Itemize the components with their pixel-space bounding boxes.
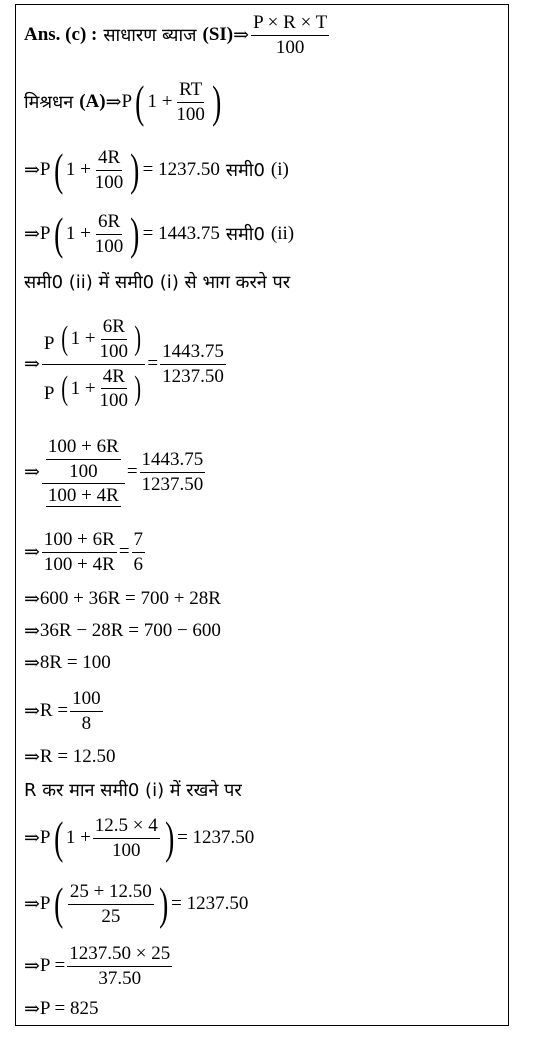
line-collect-terms bbox=[24, 617, 504, 645]
fraction-numerator: 4R bbox=[96, 148, 122, 171]
one-plus: 1 + bbox=[70, 328, 96, 350]
equation-text: 600 + 36R = 700 + 28R bbox=[39, 588, 221, 609]
fraction-denominator: 100 bbox=[176, 103, 205, 125]
final-answer: P = 825 bbox=[39, 998, 99, 1019]
answer-label: Ans. (c) : bbox=[24, 24, 98, 45]
equation-tag: (i) bbox=[270, 159, 289, 180]
instruction-text: समी0 (ii) में समी0 (i) से भाग करने पर bbox=[24, 272, 291, 293]
fraction bbox=[68, 882, 154, 927]
line-equation-i bbox=[24, 143, 504, 197]
implies-arrow: ⇒ bbox=[24, 159, 40, 181]
amount-abbr: (A) bbox=[79, 91, 106, 112]
equation-word: समी0 bbox=[225, 160, 265, 181]
fraction-numerator: 100 + 6R bbox=[42, 530, 117, 553]
fraction-numerator: RT bbox=[177, 80, 204, 103]
line-r-value bbox=[24, 743, 504, 771]
fraction-denominator: 6 bbox=[133, 553, 144, 575]
solution-box bbox=[15, 4, 509, 1026]
implies-arrow: ⇒ bbox=[24, 700, 40, 722]
implies-arrow: ⇒ bbox=[105, 91, 122, 113]
implies-arrow: ⇒ bbox=[24, 541, 40, 563]
principal-symbol: P bbox=[39, 893, 51, 914]
line-si-formula bbox=[24, 11, 504, 59]
line-equation-ii bbox=[24, 207, 504, 261]
instruction-text: R कर मान समी0 (i) में रखने पर bbox=[24, 780, 242, 801]
line-8r bbox=[24, 649, 504, 677]
paren-group: ( 1 + $\frac{4R}{100}$ ) bbox=[61, 365, 142, 412]
equation-rhs: = 1443.75 bbox=[142, 223, 220, 244]
fraction-denominator: 100 bbox=[94, 235, 124, 257]
amount-label: मिश्रधन bbox=[24, 92, 74, 113]
big-denominator bbox=[42, 365, 145, 412]
fraction bbox=[93, 212, 126, 257]
fraction-numerator: 7 bbox=[132, 530, 146, 553]
implies-arrow: ⇒ bbox=[24, 588, 40, 610]
principal-symbol: P bbox=[121, 91, 133, 112]
fraction-numerator: 6R bbox=[96, 212, 122, 235]
equation-text: 8R = 100 bbox=[39, 652, 111, 673]
equation-rhs: = 1237.50 bbox=[177, 827, 255, 848]
ratio-fraction bbox=[160, 342, 226, 387]
fraction-numerator: 6R bbox=[101, 317, 127, 340]
line-ratio-step bbox=[24, 305, 504, 423]
equation-lhs: P = bbox=[39, 955, 66, 976]
fraction-denominator: 100 bbox=[112, 839, 141, 861]
si-abbr: (SI) bbox=[202, 24, 234, 45]
si-numerator: P × R × T bbox=[251, 13, 329, 36]
principal-symbol: P bbox=[39, 223, 51, 244]
fraction-denominator: 100 bbox=[69, 460, 98, 482]
line-amount-formula bbox=[24, 75, 504, 129]
fraction-denominator: 100 bbox=[94, 171, 124, 193]
rt-fraction bbox=[174, 80, 207, 125]
fraction bbox=[70, 689, 103, 734]
implies-arrow: ⇒ bbox=[24, 353, 40, 375]
fraction-denominator: 100 bbox=[99, 390, 129, 412]
implies-arrow: ⇒ bbox=[24, 998, 40, 1020]
fraction-numerator: 1237.50 × 25 bbox=[67, 944, 172, 967]
paren-group: ( 1 + $\frac{6R}{100}$ ) bbox=[53, 208, 140, 259]
paren-group: ( 1 + $\frac{12.5 \times 4}{100}$ ) bbox=[53, 812, 175, 863]
principal-symbol: P bbox=[39, 827, 51, 848]
line-cross-multiply bbox=[24, 585, 504, 613]
one-plus: 1 + bbox=[147, 91, 173, 112]
line-combined bbox=[24, 875, 504, 933]
fraction bbox=[98, 367, 131, 412]
si-denominator: 100 bbox=[275, 36, 305, 58]
one-plus: 1 + bbox=[65, 223, 91, 244]
compound-numerator bbox=[42, 437, 125, 485]
fraction-numerator: 1443.75 bbox=[160, 342, 226, 365]
equals-sign: = bbox=[147, 353, 159, 374]
result-fraction bbox=[132, 530, 146, 575]
line-p-fraction bbox=[24, 939, 504, 993]
fraction-numerator: 4R bbox=[101, 367, 127, 390]
fraction-numerator: 1443.75 bbox=[140, 450, 206, 473]
fraction-numerator: 100 bbox=[70, 689, 103, 712]
paren-group: ( 1 + $\frac{4R}{100}$ ) bbox=[53, 144, 140, 195]
implies-arrow: ⇒ bbox=[24, 461, 40, 483]
line-divide-instruction bbox=[24, 267, 504, 297]
fraction-denominator: 1237.50 bbox=[162, 365, 224, 387]
equation-text: 36R − 28R = 700 − 600 bbox=[39, 620, 221, 641]
equation-text: R = 12.50 bbox=[39, 746, 116, 767]
fraction-numerator: 12.5 × 4 bbox=[93, 816, 160, 839]
big-fraction bbox=[42, 317, 145, 412]
principal-symbol: P bbox=[43, 382, 55, 404]
line-substitute-instruction bbox=[24, 775, 504, 805]
one-plus: 1 + bbox=[65, 159, 91, 180]
fraction-denominator: 8 bbox=[81, 712, 92, 734]
equation-word: समी0 bbox=[225, 224, 265, 245]
big-numerator bbox=[42, 317, 145, 365]
line-final-answer bbox=[24, 995, 504, 1023]
fraction bbox=[93, 816, 160, 861]
implies-arrow: ⇒ bbox=[24, 223, 40, 245]
fraction-numerator: 25 + 12.50 bbox=[68, 882, 154, 905]
paren-group: ( $\frac{25 + 12.50}{25}$ ) bbox=[53, 878, 169, 929]
implies-arrow: ⇒ bbox=[24, 620, 40, 642]
implies-arrow: ⇒ bbox=[233, 24, 250, 46]
paren-group: ( 1 + $\frac{6R}{100}$ ) bbox=[61, 315, 142, 362]
compound-fraction bbox=[42, 437, 125, 508]
ratio-fraction bbox=[140, 450, 206, 495]
equation-rhs: = 1237.50 bbox=[142, 159, 220, 180]
equals-sign: = bbox=[126, 461, 138, 482]
fraction bbox=[67, 944, 172, 989]
fraction-denominator: 25 bbox=[101, 905, 121, 927]
si-fraction bbox=[251, 13, 329, 58]
principal-symbol: P bbox=[39, 159, 51, 180]
compound-denominator: 100 + 4R bbox=[47, 485, 119, 507]
paren-group: ( 1 + $\frac{RT}{100}$ ) bbox=[135, 76, 222, 127]
fraction-denominator: 1237.50 bbox=[141, 473, 204, 495]
principal-symbol: P bbox=[43, 333, 55, 355]
fraction bbox=[93, 148, 126, 193]
line-r-fraction bbox=[24, 683, 504, 739]
implies-arrow: ⇒ bbox=[24, 746, 40, 768]
one-plus: 1 + bbox=[70, 377, 96, 399]
fraction-denominator: 100 + 4R bbox=[43, 553, 115, 575]
implies-arrow: ⇒ bbox=[24, 955, 40, 977]
implies-arrow: ⇒ bbox=[24, 652, 40, 674]
implies-arrow: ⇒ bbox=[24, 893, 40, 915]
simple-interest-label: साधारण ब्याज bbox=[103, 25, 197, 46]
line-substitution bbox=[24, 809, 504, 867]
one-plus: 1 + bbox=[65, 827, 91, 848]
fraction bbox=[98, 317, 131, 362]
line-reduced-ratio bbox=[24, 527, 504, 577]
fraction-numerator: 100 + 6R bbox=[46, 437, 121, 460]
fraction-denominator: 37.50 bbox=[98, 967, 142, 989]
fraction bbox=[42, 530, 117, 575]
equals-sign: = bbox=[118, 541, 130, 562]
line-simplified-ratio bbox=[24, 429, 504, 515]
equation-tag: (ii) bbox=[270, 223, 295, 244]
fraction-denominator: 100 bbox=[99, 340, 129, 362]
equation-lhs: R = bbox=[39, 700, 69, 721]
equation-rhs: = 1237.50 bbox=[171, 893, 249, 914]
implies-arrow: ⇒ bbox=[24, 827, 40, 849]
inner-fraction bbox=[46, 437, 121, 482]
